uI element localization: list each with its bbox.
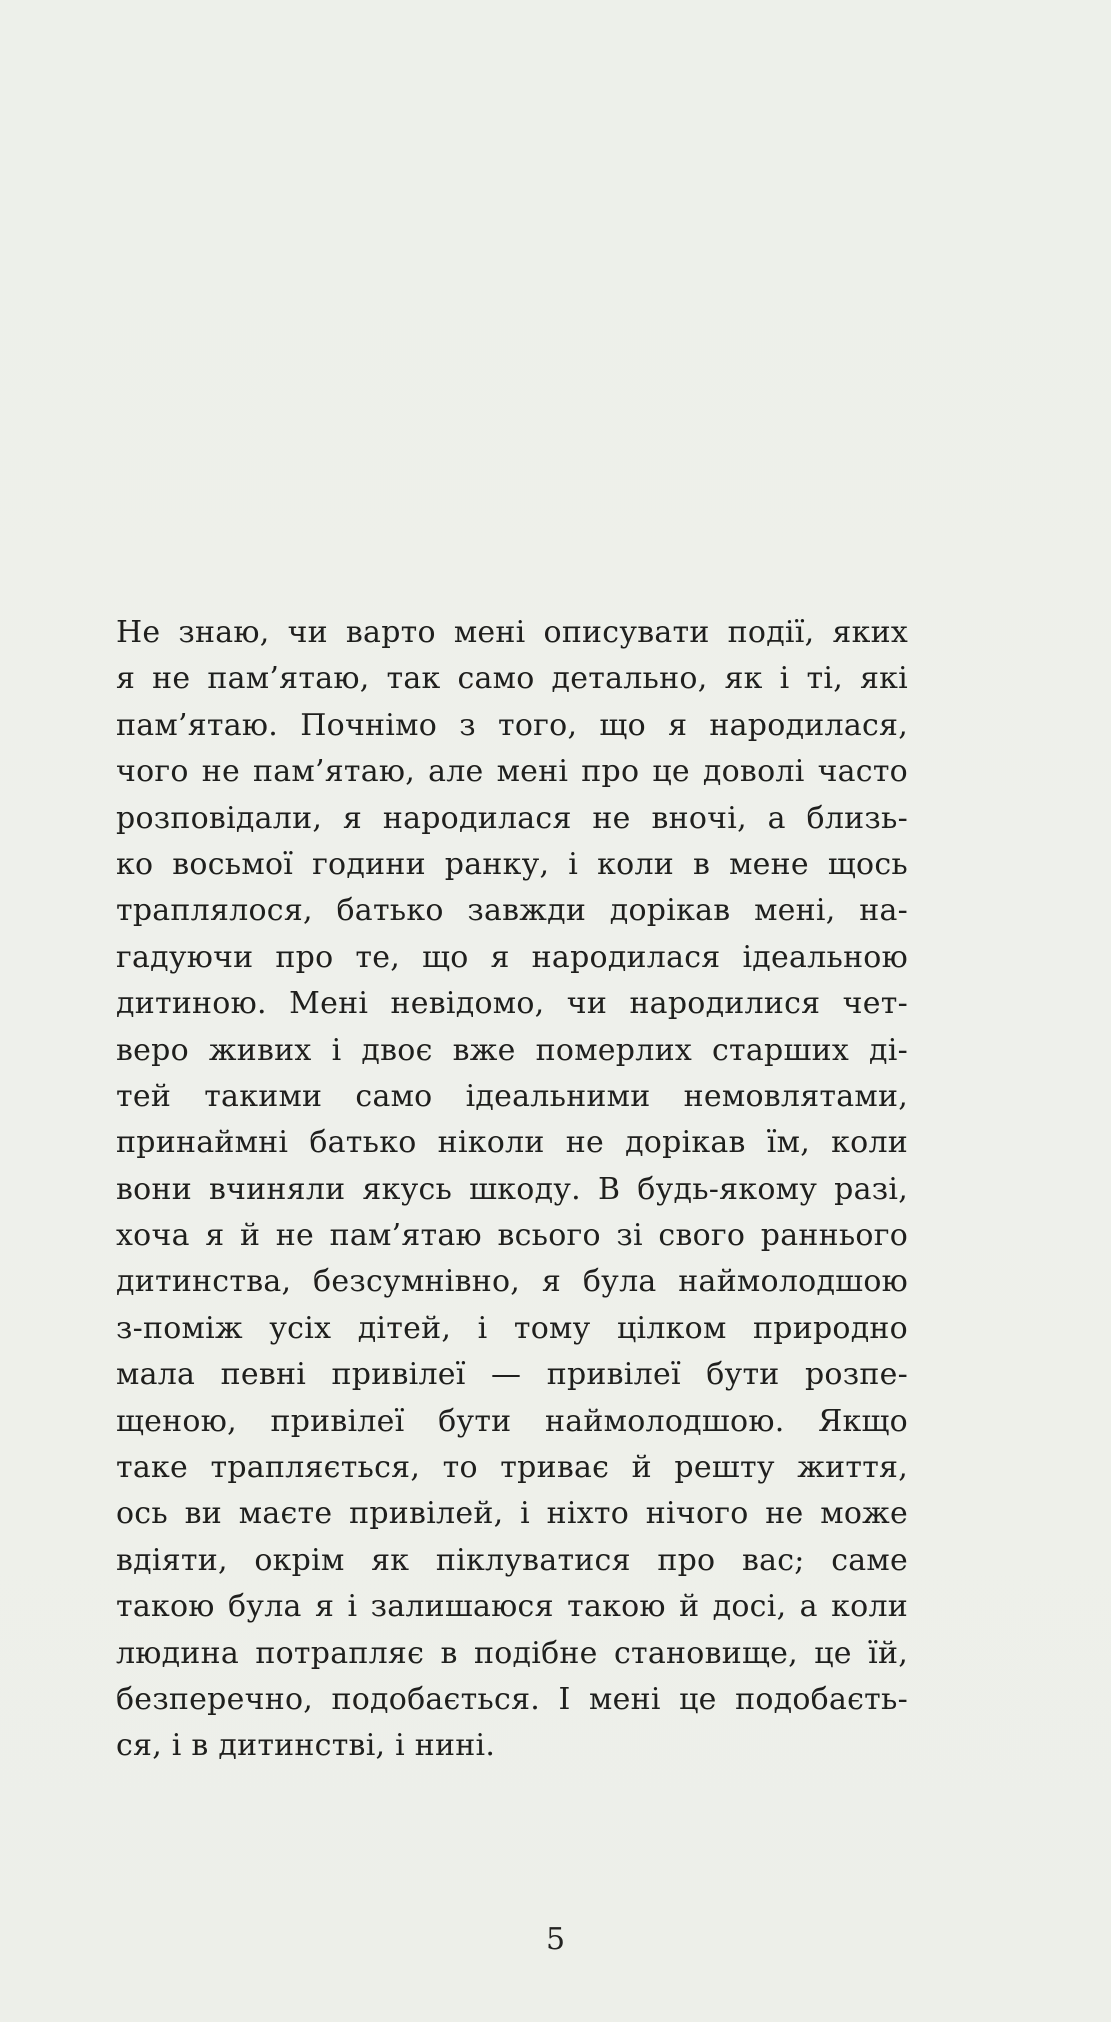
text-line: траплялося, батько завжди дорікав мені, на- (116, 893, 908, 929)
text-line: принаймні батько ніколи не дорікав їм, коли (116, 1125, 908, 1161)
text-line: людина потрапляє в подібне становище, це їй, (116, 1635, 908, 1671)
text-line: таке трапляється, то триває й решту життя, (116, 1450, 908, 1486)
text-line: гадуючи про те, що я народилася ідеальною (116, 939, 908, 975)
text-line: безперечно, подобається. І мені це подобаєть- (116, 1681, 908, 1717)
text-line-last: ся, і в дитинстві, і нині. (116, 1728, 496, 1764)
text-line: пам’ятаю. Почнімо з того, що я народилася, (116, 707, 908, 743)
text-line: Не знаю, чи варто мені описувати події, яких (116, 615, 908, 650)
text-line: мала певні привілеї — привілеї бути розпе- (116, 1357, 908, 1393)
text-line: такою була я і залишаюся такою й досі, а коли (116, 1589, 908, 1625)
text-line: ось ви маєте привілей, і ніхто нічого не може (116, 1496, 908, 1532)
text-line: дитиною. Мені невідомо, чи народилися чет- (116, 986, 908, 1022)
text-line: вони вчиняли якусь шкоду. В будь-якому разі, (116, 1171, 908, 1207)
text-line: дитинства, безсумнівно, я була наймолодшою (116, 1264, 908, 1300)
text-line: з-поміж усіх дітей, і тому цілком природно (116, 1310, 908, 1346)
text-line: хоча я й не пам’ятаю всього зі свого раннього (116, 1218, 908, 1254)
text-line: чого не пам’ятаю, але мені про це доволі часто (116, 754, 908, 790)
text-line: вдіяти, окрім як піклуватися про вас; саме (116, 1542, 908, 1578)
text-line: тей такими само ідеальними немовлятами, (116, 1078, 908, 1114)
body-paragraph (116, 610, 908, 1770)
text-line: ко восьмої години ранку, і коли в мене щось (116, 846, 908, 882)
page-number: 5 (545, 1922, 566, 1957)
text-line: веро живих і двоє вже померлих старших ді- (116, 1032, 908, 1068)
text-line: щеною, привілеї бути наймолодшою. Якщо (116, 1403, 908, 1439)
text-line: розповідали, я народилася не вночі, а близь- (116, 800, 908, 836)
text-line: я не пам’ятаю, так само детально, як і ті, які (116, 661, 908, 697)
